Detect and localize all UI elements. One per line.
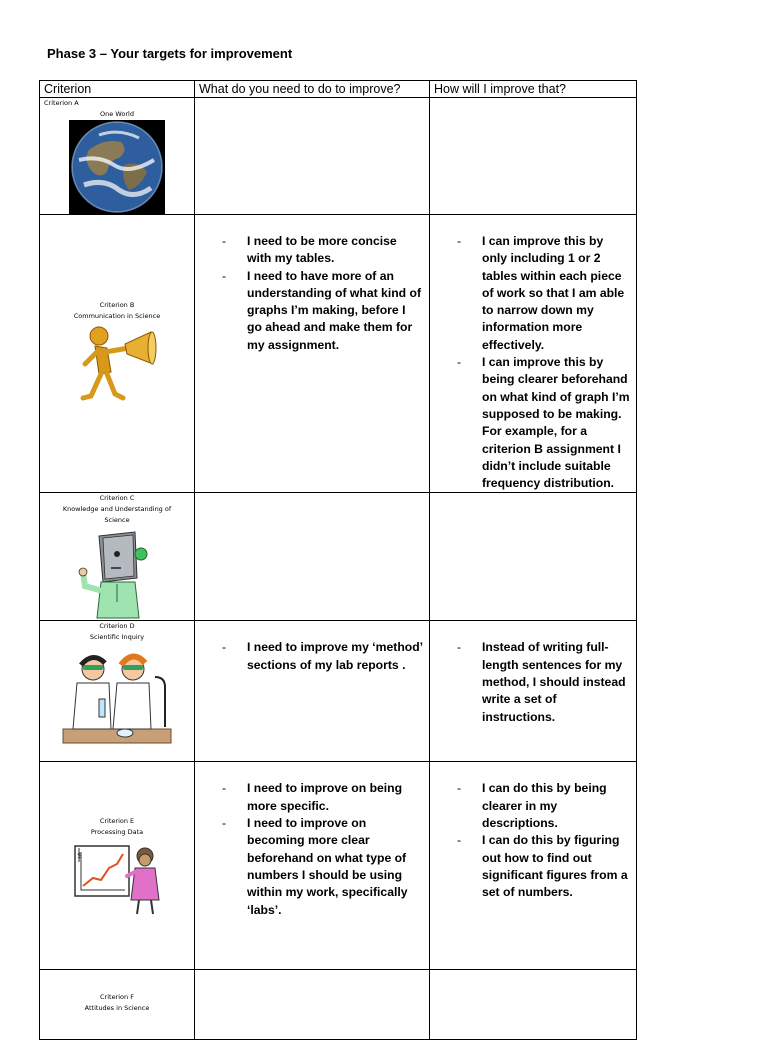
table-row [40,621,637,762]
svg-text:$: $ [77,850,83,860]
what-cell [195,493,430,621]
how-cell [430,98,637,215]
what-list [195,233,429,354]
list-item: - I can do this by being clearer in my descriptions. [457,781,607,831]
what-cell [195,970,430,1040]
criterion-subtitle: Knowledge and Understanding of Science [62,505,172,525]
chart-presenter-icon [73,842,161,916]
how-cell [430,493,637,621]
criterion-subtitle: Communication in Science [73,311,161,320]
header-how: How will I improve that? [430,81,637,98]
header-row [40,81,637,98]
criterion-subtitle: Scientific Inquiry [89,633,145,642]
header-what: What do you need to do to improve? [195,81,430,98]
criterion-subtitle: Processing Data [90,827,144,836]
megaphone-figure-icon [77,324,157,408]
list-item: - I need to have more of an understanding of what kind of graphs I’m making, before I go ahead and make them for my assignment. [222,268,421,352]
what-cell [195,215,430,493]
targets-table [39,80,637,1040]
what-cell [195,621,430,762]
list-item: - I can improve this by being clearer beforehand on what kind of graph I’m supposed to be making. For example, for a criterion B assignment I didn’t include suitable frequency distribution. [457,355,630,491]
earth-globe-icon [69,120,165,214]
header-criterion: Criterion [40,81,195,98]
criterion-label: Criterion A [44,99,79,107]
table-row [40,98,637,215]
table-row [40,215,637,493]
criterion-subtitle: Attitudes in Science [84,1004,150,1013]
what-cell [195,762,430,970]
criterion-cell [40,970,195,1040]
table-row [40,970,637,1040]
criterion-cell [40,493,195,621]
list-item: - I can do this by figuring out how to find out significant figures from a set of numbers. [457,833,628,900]
how-list [430,639,636,725]
how-cell [430,215,637,493]
criterion-label: Criterion B [99,300,135,309]
list-item: - I need to improve on being more specific. [222,781,403,813]
how-cell [430,621,637,762]
criterion-cell [40,762,195,970]
how-list [430,233,636,492]
how-list [430,780,636,901]
criterion-cell [40,621,195,762]
how-cell [430,970,637,1040]
list-item: - I need to improve on becoming more clear beforehand on what type of numbers I should be using within my work, specifically ‘labs’. [222,816,408,917]
what-list [195,639,429,674]
what-cell [195,98,430,215]
list-item: - I can improve this by only including 1 or 2 tables within each piece of work so that I am able to narrow down my information more effectively. [457,234,625,352]
table-row [40,762,637,970]
page-title: Phase 3 – Your targets for improvement [47,46,293,61]
criterion-cell [40,215,195,493]
scientists-lab-icon [61,647,173,747]
list-item: - I need to improve my ‘method’ sections of my lab reports . [222,640,423,672]
criterion-label: Criterion F [100,993,134,1002]
criterion-cell [40,98,195,215]
criterion-label: Criterion D [99,622,135,631]
list-item: - Instead of writing full-length sentences for my method, I should instead write a set of instructions. [457,640,626,724]
book-head-character-icon [77,528,157,620]
criterion-label: Criterion C [99,494,135,503]
what-list [195,780,429,918]
how-cell [430,762,637,970]
table-row [40,493,637,621]
list-item: - I need to be more concise with my tables. [222,234,397,266]
criterion-label: Criterion E [99,816,135,825]
criterion-subtitle: One World [100,110,134,118]
